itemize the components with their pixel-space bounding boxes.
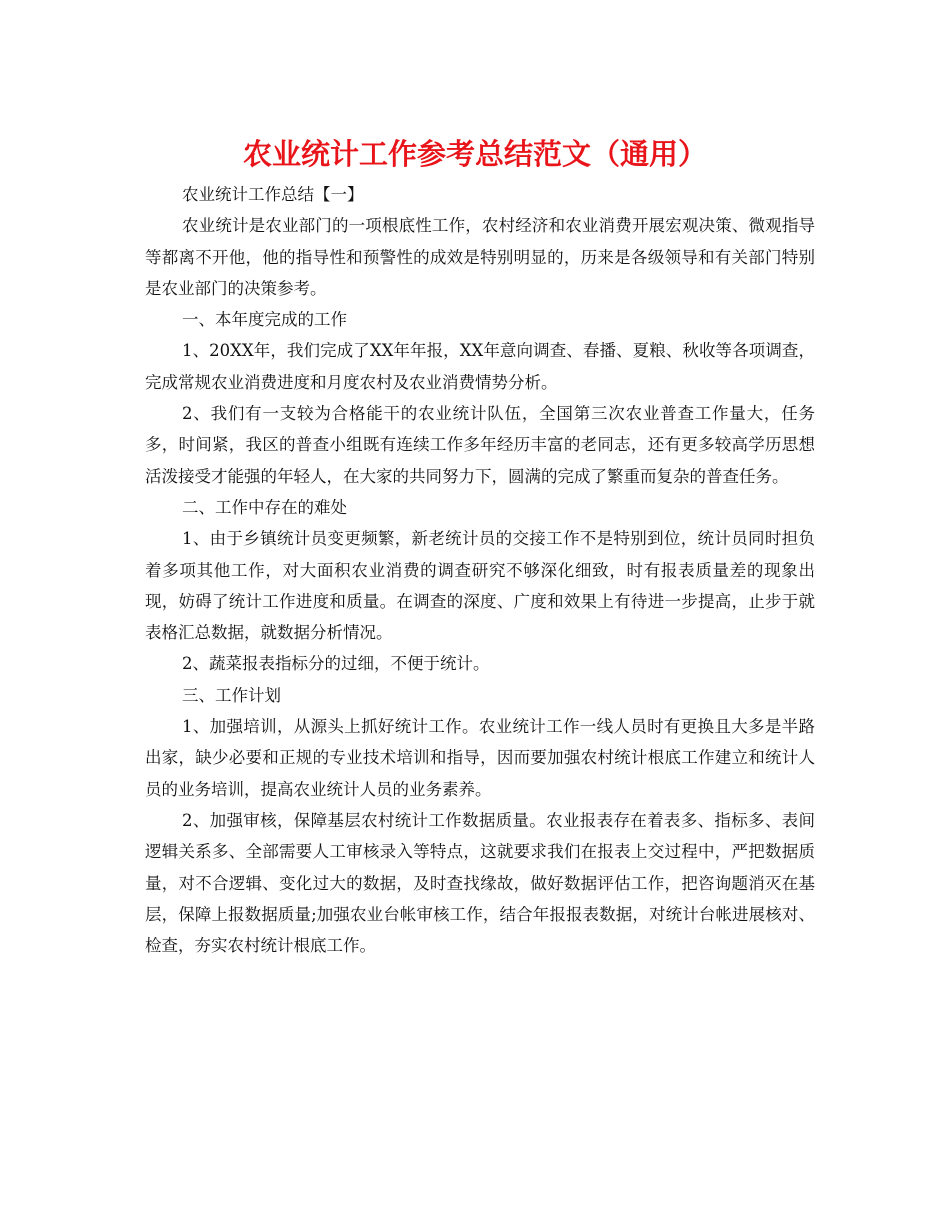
section-heading-summary-one: 农业统计工作总结【一】 <box>182 185 364 204</box>
section-heading-completed-work: 一、本年度完成的工作 <box>182 310 347 330</box>
paragraph-difficulties-1: 1、由于乡镇统计员变更频繁，新老统计员的交接工作不是特别到位，统计员同时担负着多项其他工作，对大面积农业消费的调查研究不够深化细致，时有报表质量差的现象出现，妨碍了统计工作进度和质量。在调查的深度、广度和效果上有待进一步提高，止步于就表格汇总数据，就数据分析情况。 <box>145 529 815 643</box>
document-body <box>145 179 815 961</box>
paragraph-difficulties-2: 2、蔬菜报表指标分的过细，不便于统计。 <box>182 654 490 674</box>
paragraph-completed-work-2: 2、我们有一支较为合格能干的农业统计队伍，全国第三次农业普查工作量大，任务多，时间紧，我区的普查小组既有连续工作多年经历丰富的老同志，还有更多较高学历思想活泼接受才能强的年轻人，在大家的共同努力下，圆满的完成了繁重而复杂的普查任务。 <box>145 404 815 486</box>
paragraph-work-plan-1: 1、加强培训，从源头上抓好统计工作。农业统计工作一线人员时有更换且大多是半路出家，缺少必要和正规的专业技术培训和指导，因而要加强农村统计根底工作建立和统计人员的业务培训，提高农业统计人员的业务素养。 <box>145 717 815 799</box>
paragraph-intro: 农业统计是农业部门的一项根底性工作，农村经济和农业消费开展宏观决策、微观指导等都离不开他，他的指导性和预警性的成效是特别明显的，历来是各级领导和有关部门特别是农业部门的决策参考。 <box>145 216 815 298</box>
document-title: 农业统计工作参考总结范文（通用） <box>242 137 707 171</box>
paragraph-work-plan-2: 2、加强审核，保障基层农村统计工作数据质量。农业报表存在着表多、指标多、表间逻辑关系多、全部需要人工审核录入等特点，这就要求我们在报表上交过程中，严把数据质量，对不合逻辑、变化过大的数据，及时查找缘故，做好数据评估工作，把咨询题消灭在基层，保障上报数据质量;加强农业台帐审核工作，结合年报报表数据，对统计台帐进展核对、检查，夯实农村统计根底工作。 <box>145 810 815 956</box>
paragraph-completed-work-1: 1、20XX年，我们完成了XX年年报，XX年意向调查、春播、夏粮、秋收等各项调查，完成常规农业消费进度和月度农村及农业消费情势分析。 <box>145 341 815 392</box>
section-heading-work-plan: 三、工作计划 <box>182 685 281 705</box>
section-heading-difficulties: 二、工作中存在的难处 <box>182 497 347 517</box>
